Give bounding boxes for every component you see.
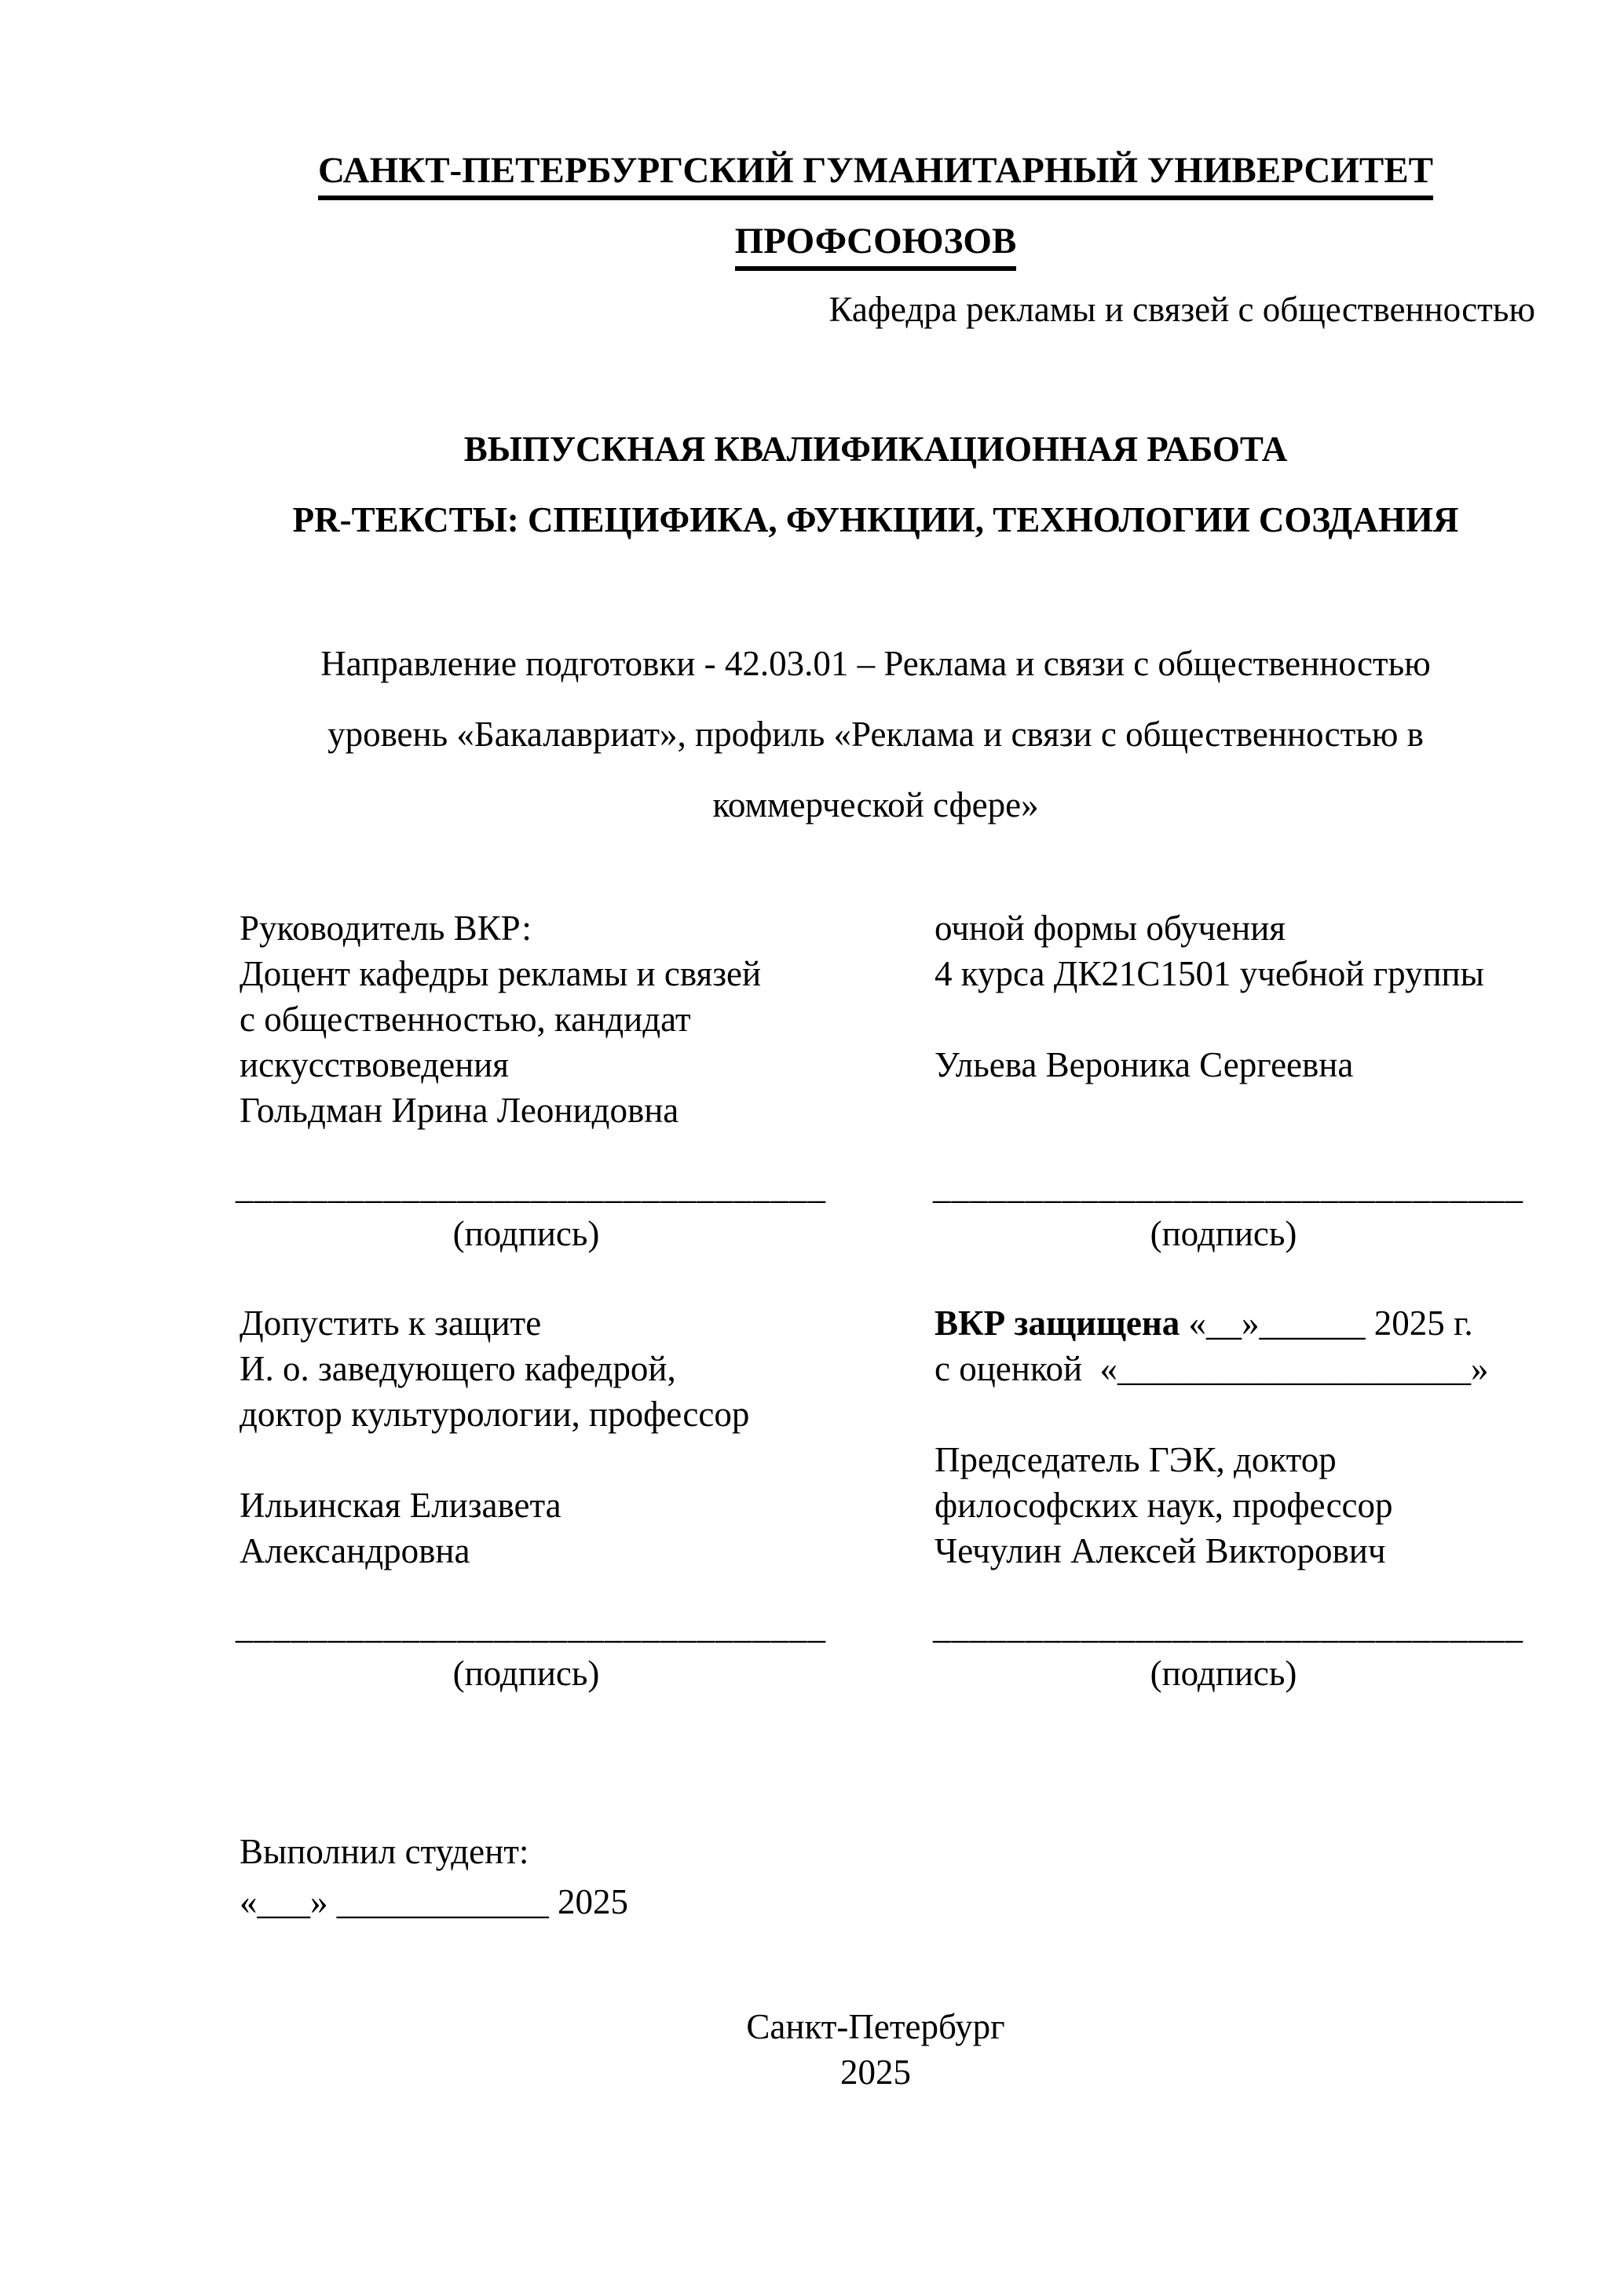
supervisor-line: искусствоведения [240, 1045, 509, 1084]
signature-caption: (подпись) [1150, 1214, 1297, 1253]
student-line: 4 курса ДК21С1501 учебной группы [935, 954, 1484, 993]
program-line2: уровень «Бакалавриат», профиль «Реклама и связи с общественностью в [327, 715, 1424, 754]
signature-line: ________________________________ [236, 1167, 826, 1206]
completed-by-label: Выполнил студент: [240, 1832, 529, 1871]
head-of-department-name: Ильинская Елизавета [240, 1486, 561, 1525]
completed-by-date-line: «___» ____________ 2025 [240, 1882, 628, 1921]
supervisor-line: Руководитель ВКР: [240, 909, 532, 948]
signature-caption: (подпись) [452, 1214, 600, 1253]
university-name-line1 [236, 149, 1516, 200]
defense-status-bold: ВКР защищена [935, 1303, 1180, 1343]
signature-line: ________________________________ [236, 1607, 826, 1646]
admission-line: И. о. заведующего кафедрой, [240, 1349, 676, 1388]
supervisor-name: Гольдман Ирина Леонидовна [240, 1091, 679, 1130]
signature-caption: (подпись) [1150, 1654, 1297, 1693]
student-block [935, 905, 1531, 1088]
university-name-line1-text: САНКТ-ПЕТЕРБУРГСКИЙ ГУМАНИТАРНЫЙ УНИВЕРСИТЕТ [318, 149, 1433, 200]
gek-chair-name: Чечулин Алексей Викторович [935, 1531, 1386, 1570]
defense-grade-line: с оценкой «____________________» [935, 1349, 1489, 1388]
defense-status-line [935, 1300, 1531, 1346]
work-topic-title: PR-ТЕКСТЫ: СПЕЦИФИКА, ФУНКЦИИ, ТЕХНОЛОГИИ СОЗДАНИЯ [292, 500, 1459, 539]
defense-block [935, 1346, 1531, 1574]
supervisor-line: Доцент кафедры рекламы и связей [240, 954, 762, 993]
signature-line: ________________________________ [933, 1607, 1523, 1646]
signature-line: ________________________________ [933, 1167, 1523, 1206]
admission-line: Допустить к защите [240, 1303, 542, 1343]
student-name: Ульева Вероника Сергеевна [935, 1045, 1354, 1084]
admission-line [240, 1437, 915, 1483]
admission-block [240, 1300, 915, 1574]
university-name-line2-text: ПРОФСОЮЗОВ [735, 220, 1017, 271]
student-line [935, 996, 1531, 1042]
program-line3: коммерческой сфере» [712, 785, 1039, 824]
signature-caption: (подпись) [452, 1654, 600, 1693]
student-line: очной формы обучения [935, 909, 1286, 948]
admission-line: доктор культурологии, профессор [240, 1395, 750, 1434]
head-of-department-name: Александровна [240, 1531, 470, 1570]
department-name: Кафедра рекламы и связей с общественностью [828, 290, 1535, 329]
footer-city: Санкт-Петербург [746, 2007, 1005, 2046]
work-type-title: ВЫПУСКНАЯ КВАЛИФИКАЦИОННАЯ РАБОТА [463, 430, 1288, 469]
supervisor-line: с общественностью, кандидат [240, 1000, 691, 1039]
university-name-line2 [236, 220, 1516, 271]
program-line1: Направление подготовки - 42.03.01 – Реклама и связи с общественностью [320, 644, 1431, 683]
supervisor-block [240, 905, 915, 1133]
defense-line: Председатель ГЭК, доктор [935, 1440, 1337, 1479]
footer-year: 2025 [840, 2053, 911, 2092]
defense-line [935, 1391, 1531, 1437]
defense-line: философских наук, профессор [935, 1486, 1393, 1525]
defense-status-rest: «__»______ 2025 г. [1180, 1303, 1473, 1343]
